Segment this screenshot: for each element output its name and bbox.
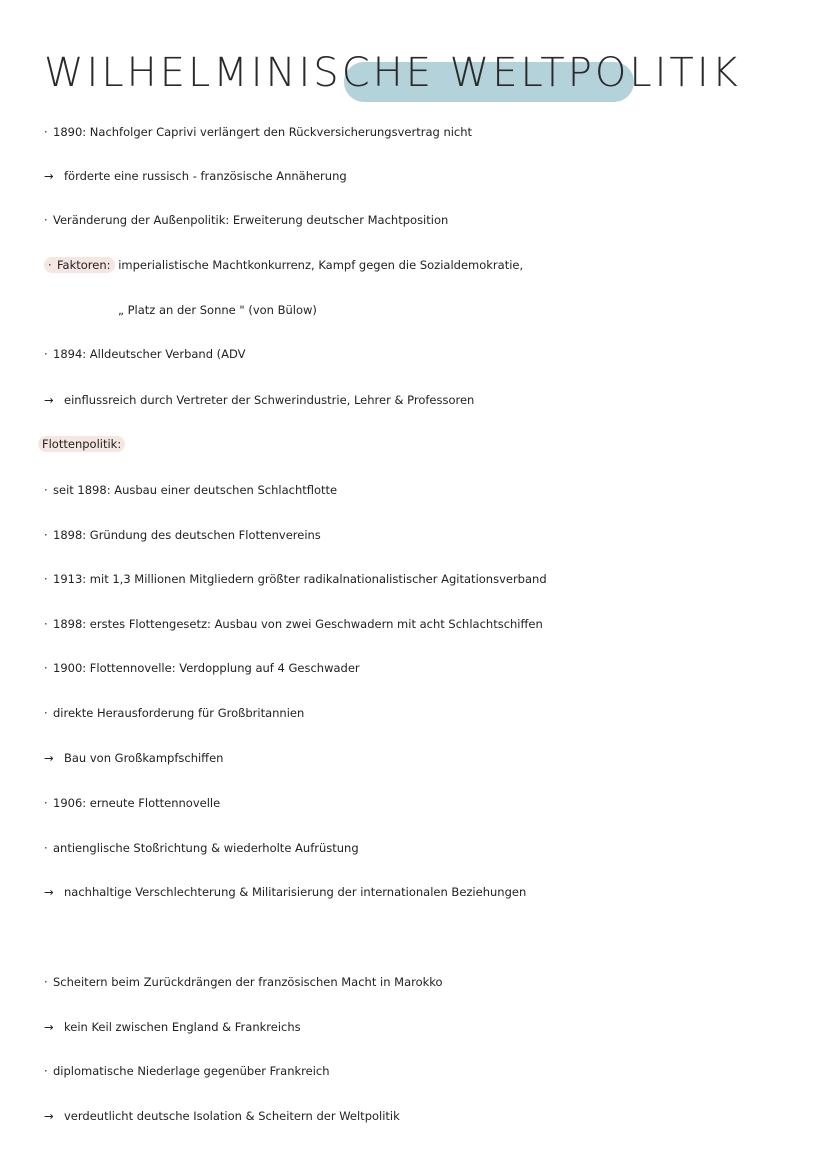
note-text: imperialistische Machtkonkurrenz, Kampf gegen die Sozialdemokratie, bbox=[118, 258, 524, 272]
bullet-symbol: · bbox=[44, 483, 48, 497]
bullet-symbol: · bbox=[44, 347, 48, 361]
arrow-icon: → bbox=[44, 751, 54, 765]
bullet-symbol: · bbox=[44, 572, 48, 586]
note-text: antienglische Stoßrichtung & wiederholte Aufrüstung bbox=[53, 841, 359, 855]
note-line bbox=[44, 1019, 301, 1035]
bullet-symbol: · bbox=[44, 528, 48, 542]
bullet-symbol: · bbox=[44, 706, 48, 720]
arrow-icon: → bbox=[44, 393, 54, 407]
note-line bbox=[44, 392, 474, 408]
note-text: Veränderung der Außenpolitik: Erweiterung deutscher Machtposition bbox=[53, 213, 449, 227]
note-line bbox=[44, 482, 337, 498]
note-text: 1890: Nachfolger Caprivi verlängert den Rückversicherungsvertrag nicht bbox=[53, 125, 473, 139]
note-text: seit 1898: Ausbau einer deutschen Schlachtflotte bbox=[53, 483, 338, 497]
note-text: Bau von Großkampfschiffen bbox=[64, 751, 224, 765]
note-text: kein Keil zwischen England & Frankreichs bbox=[64, 1020, 301, 1034]
note-text: nachhaltige Verschlechterung & Militarisierung der internationalen Beziehungen bbox=[64, 885, 527, 899]
note-line bbox=[44, 840, 359, 856]
note-text: einflussreich durch Vertreter der Schwerindustrie, Lehrer & Professoren bbox=[64, 393, 475, 407]
bullet-symbol: · bbox=[44, 213, 48, 227]
flottenpolitik-label: Flottenpolitik: bbox=[38, 436, 125, 452]
note-text: 1900: Flottennovelle: Verdopplung auf 4 Geschwader bbox=[53, 661, 360, 675]
note-text: 1913: mit 1,3 Millionen Mitgliedern größter radikalnationalistischer Agitationsverband bbox=[53, 572, 547, 586]
note-line bbox=[44, 571, 547, 587]
bullet-symbol: · bbox=[44, 1064, 48, 1078]
arrow-icon: → bbox=[44, 169, 54, 183]
bullet-symbol: · bbox=[44, 975, 48, 989]
bullet-symbol: · bbox=[44, 841, 48, 855]
note-line bbox=[44, 527, 321, 543]
section-heading bbox=[38, 436, 125, 452]
faktoren-label bbox=[44, 257, 115, 273]
note-line bbox=[44, 1063, 330, 1079]
note-line bbox=[44, 257, 523, 273]
note-line bbox=[44, 1108, 400, 1124]
note-line bbox=[44, 884, 526, 900]
arrow-icon: → bbox=[44, 1109, 54, 1123]
arrow-icon: → bbox=[44, 1020, 54, 1034]
bullet-symbol: · bbox=[44, 617, 48, 631]
note-text: 1898: Gründung des deutschen Flottenvereins bbox=[53, 528, 321, 542]
bullet-symbol: · bbox=[48, 258, 52, 272]
note-line bbox=[44, 346, 246, 362]
note-line bbox=[44, 168, 347, 184]
note-line bbox=[44, 660, 360, 676]
note-text: förderte eine russisch - französische Annäherung bbox=[64, 169, 347, 183]
title-block bbox=[44, 46, 741, 100]
bullet-symbol: · bbox=[44, 796, 48, 810]
bullet-symbol: · bbox=[44, 661, 48, 675]
note-line bbox=[44, 974, 443, 990]
note-line bbox=[44, 705, 304, 721]
note-text: „ Platz an der Sonne " (von Bülow) bbox=[118, 303, 317, 317]
note-text: 1894: Alldeutscher Verband (ADV bbox=[53, 347, 246, 361]
note-text: 1906: erneute Flottennovelle bbox=[53, 796, 221, 810]
bullet-symbol: · bbox=[44, 125, 48, 139]
note-text: verdeutlicht deutsche Isolation & Scheitern der Weltpolitik bbox=[64, 1109, 400, 1123]
note-line bbox=[118, 302, 317, 318]
note-text: Scheitern beim Zurückdrängen der französischen Macht in Marokko bbox=[53, 975, 443, 989]
note-text: diplomatische Niederlage gegenüber Frankreich bbox=[53, 1064, 330, 1078]
note-line bbox=[44, 750, 223, 766]
note-text: direkte Herausforderung für Großbritannien bbox=[53, 706, 305, 720]
arrow-icon: → bbox=[44, 885, 54, 899]
note-text: 1898: erstes Flottengesetz: Ausbau von zwei Geschwadern mit acht Schlachtschiffen bbox=[53, 617, 543, 631]
note-line bbox=[44, 124, 472, 140]
note-line bbox=[44, 212, 448, 228]
note-line bbox=[44, 616, 543, 632]
note-line bbox=[44, 795, 220, 811]
page-title: WILHELMINISCHE WELTPOLITIK bbox=[44, 50, 741, 96]
note-label: Faktoren: bbox=[57, 258, 111, 272]
